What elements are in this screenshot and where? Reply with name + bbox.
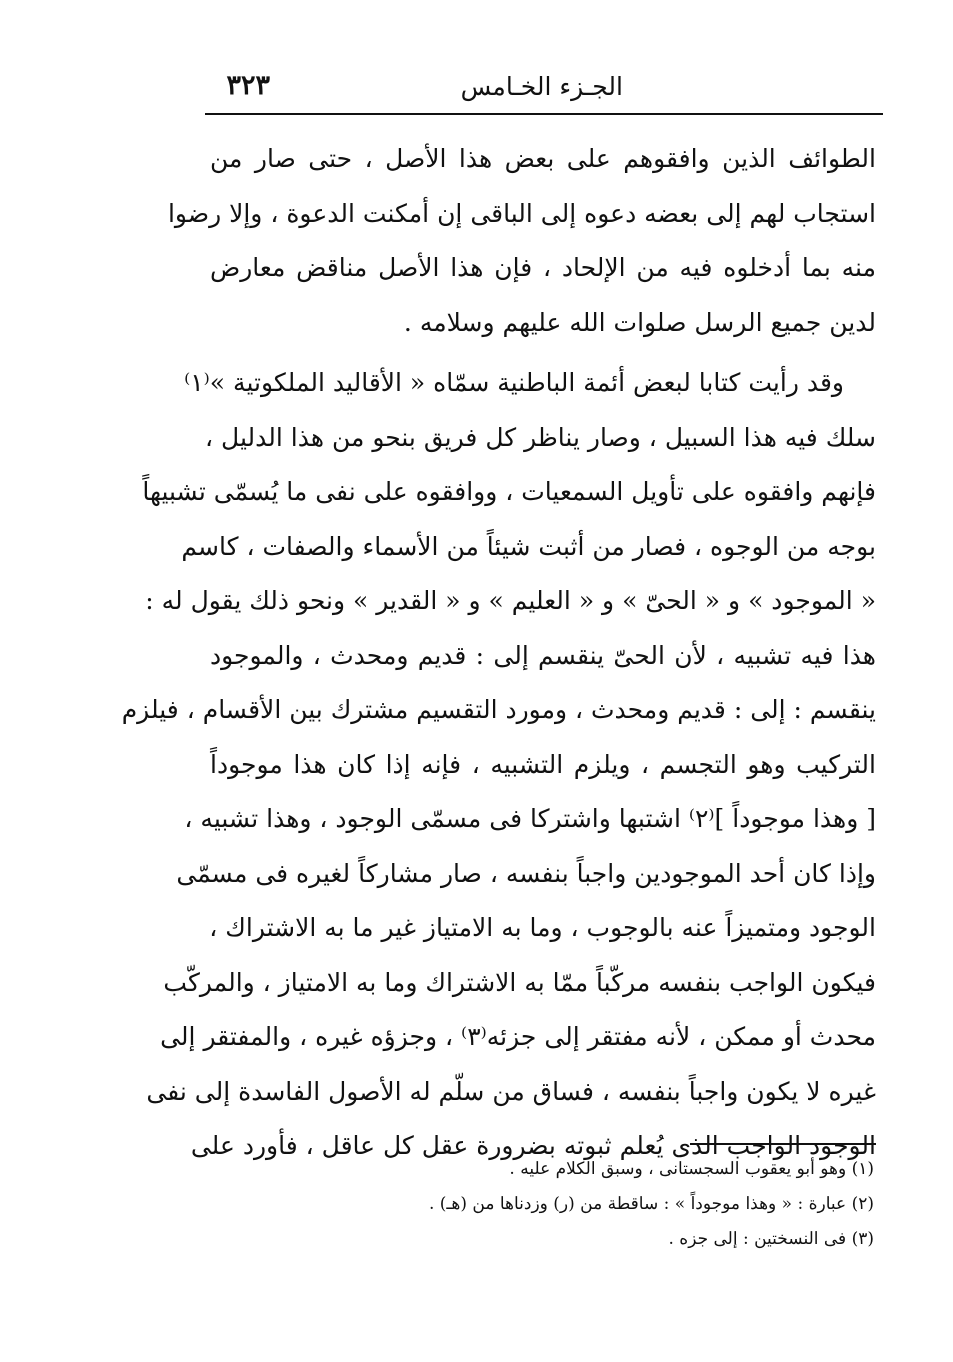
footnote: (١) وهو أبو يعقوب السجستانى ، وسبق الكلام عليه . xyxy=(509,1159,874,1179)
text-line: منه بما أدخلوه فيه من الإلحاد ، فإن هذا الأصل مناقض معارض xyxy=(210,253,876,282)
header-rule xyxy=(205,113,883,115)
page-number: ٣٢٣ xyxy=(226,70,270,101)
text-line: استجاب لهم إلى بعضه دعوه إلى الباقى إن أمكنت الدعوة ، وإلا رضوا xyxy=(167,198,876,228)
running-title: الجـزء الخـامس xyxy=(460,72,623,101)
text-line: الوجود الواجب الذى يُعلم ثبوته بضرورة عقل كل عاقل ، فأورد على xyxy=(190,1131,876,1160)
text-line: فإنهم وافقوه على تأويل السمعيات ، ووافقوه على نفى ما يُسمّى تشبيهاً xyxy=(142,477,876,506)
footnotes xyxy=(210,1152,874,1257)
text-line: التركيب وهو التجسم ، ويلزم التشبيه ، فإنه إذا كان هذا موجوداً xyxy=(210,749,876,779)
text-line: هذا فيه تشبيه ، لأن الحىّ ينقسم إلى : قديم ومحدث ، والموجود xyxy=(210,640,876,670)
text-line: وقد رأيت كتابا لبعض أئمة الباطنية سمّاه « الأقاليد الملكوتية »⁽١⁾ xyxy=(184,368,844,397)
text-line: الوجود ومتميزاً عنه بالوجوب ، وما به الامتياز غير ما به الاشتراك ، xyxy=(209,913,876,942)
text-line: غيره لا يكون واجباً بنفسه ، فساق من سلّم له الأصول الفاسدة إلى نفى xyxy=(146,1076,876,1106)
text-line: الطوائف الذين وافقوهم على بعض هذا الأصل ، حتى صار من xyxy=(210,144,876,173)
footnote: (٢) عبارة : « وهذا موجوداً » : ساقطة من (ر) وزدناها من (هـ) . xyxy=(428,1194,874,1214)
page-header xyxy=(205,66,883,112)
text-line: محدث أو ممكن ، لأنه مفتقر إلى جزئه⁽٣⁾ ، وجزؤه غيره ، والمفتقر إلى xyxy=(160,1022,876,1051)
text-line: ينقسم : إلى : قديم ومحدث ، ومورد التقسيم مشترك بين الأقسام ، فيلزم xyxy=(121,695,876,724)
text-line: بوجه من الوجوه ، فصار من أثبت شيئاً من الأسماء والصفات ، كاسم xyxy=(181,531,876,561)
text-line: وإذا كان أحد الموجودين واجباً بنفسه ، صار مشاركاً لغيره فى مسمّى xyxy=(176,858,876,888)
text-line: فيكون الواجب بنفسه مركّباً ممّا به الاشتراك وما به الامتياز ، والمركّب xyxy=(163,967,876,997)
footnote: (٣) فى النسختين : إلى جزه . xyxy=(668,1229,874,1249)
text-line: « الموجود » و « الحىّ » و « العليم » و « القدير » ونحو ذلك يقول له : xyxy=(145,586,876,615)
footnote-rule xyxy=(690,1143,876,1145)
text-line: [ وهذا موجوداً ]⁽٢⁾ اشتبها واشتركا فى مسمّى الوجود ، وهذا تشبيه ، xyxy=(184,804,876,833)
body-text xyxy=(121,132,876,1174)
text-line: لدين جميع الرسل صلوات الله عليهم وسلامه . xyxy=(403,307,876,337)
text-line: سلك فيه هذا السبيل ، وصار يناظر كل فريق بنحو من هذا الدليل ، xyxy=(205,422,876,452)
